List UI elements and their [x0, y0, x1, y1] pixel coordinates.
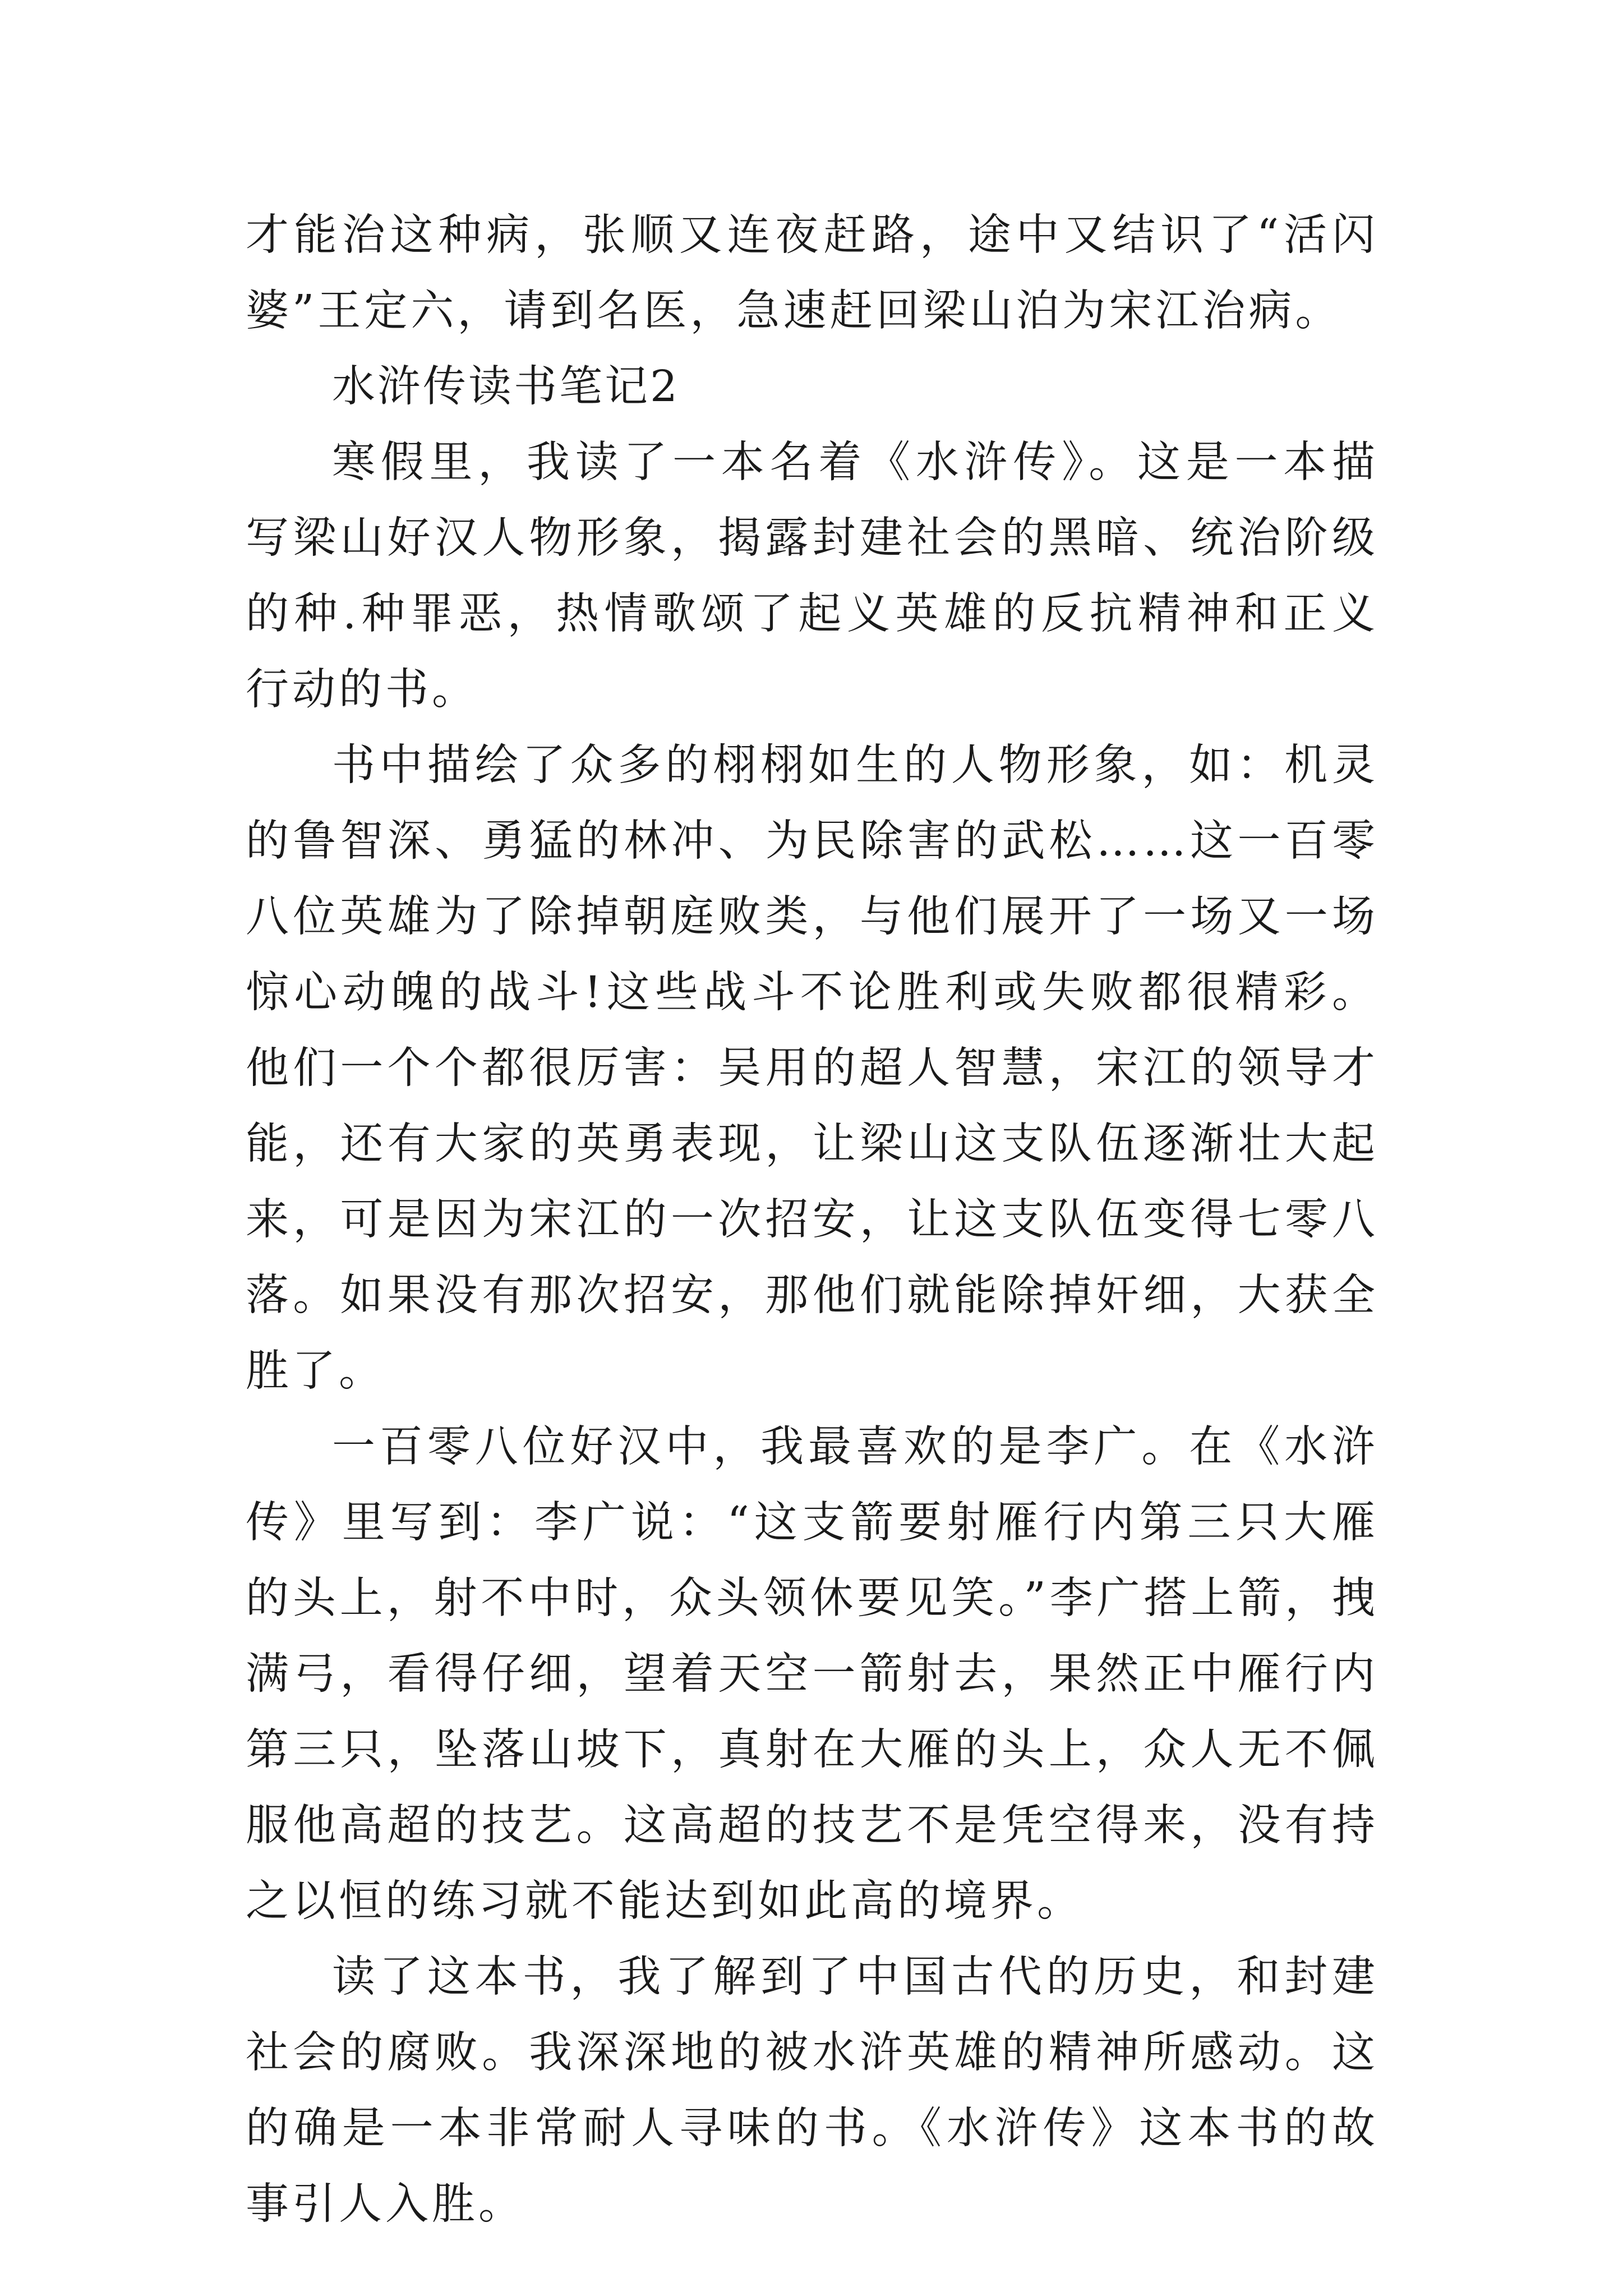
paragraph: 书中描绘了众多的栩栩如生的人物形象，如：机灵的鲁智深、勇猛的林冲、为民除害的武松……这一百零八位英雄为了除掉朝庭败类，与他们展开了一场又一场惊心动魄的战斗!这些战斗不论胜利或失败都很精彩。他们一个个都很厉害：吴用的超人智慧，宋江的领导才能，还有大家的英勇表现，让梁山这支队伍逐渐壮大起来，可是因为宋江的一次招安，让这支队伍变得七零八落。如果没有那次招安，那他们就能除掉奸细，大获全胜了。	[246, 740, 1378, 1396]
paragraph-continued: 才能治这种病，张顺又连夜赶路，途中又结识了“活闪婆”王定六，请到名医，急速赶回梁山泊为宋江治病。	[246, 210, 1378, 336]
section-heading: 水浒传读书笔记2	[332, 362, 680, 412]
paragraph: 读了这本书，我了解到了中国古代的历史，和封建社会的腐败。我深深地的被水浒英雄的精神所感动。这的确是一本非常耐人寻味的书。《水浒传》这本书的故事引人入胜。	[246, 1952, 1378, 2229]
body-text	[246, 197, 1378, 2242]
paragraph: 一百零八位好汉中，我最喜欢的是李广。在《水浒传》里写到：李广说：“这支箭要射雁行内第三只大雁的头上，射不中时，众头领休要见笑。”李广搭上箭，拽满弓，看得仔细，望着天空一箭射去，果然正中雁行内第三只，坠落山坡下，真射在大雁的头上，众人无不佩服他高超的技艺。这高超的技艺不是凭空得来，没有持之以恒的练习就不能达到如此高的境界。	[246, 1422, 1378, 1926]
paragraph: 寒假里，我读了一本名着《水浒传》。这是一本描写梁山好汉人物形象，揭露封建社会的黑暗、统治阶级的种.种罪恶，热情歌颂了起义英雄的反抗精神和正义行动的书。	[246, 438, 1378, 715]
